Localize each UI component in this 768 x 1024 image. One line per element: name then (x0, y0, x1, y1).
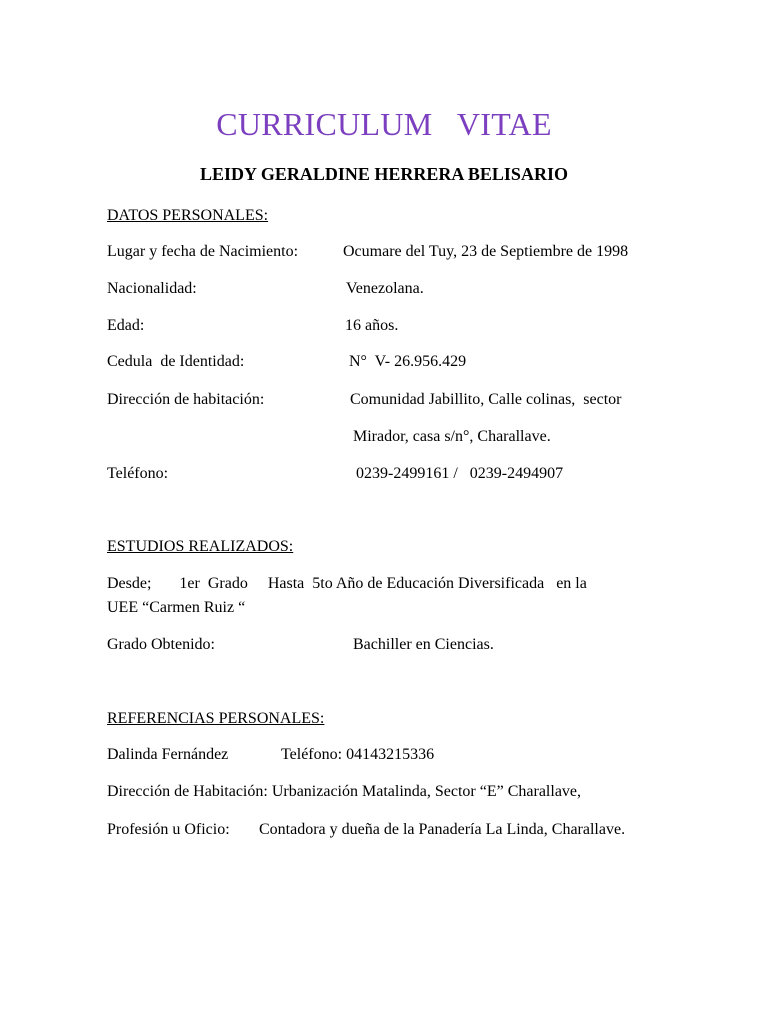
full-name: LEIDY GERALDINE HERRERA BELISARIO (200, 164, 568, 184)
reference-profession-value: Contadora y dueña de la Panadería La Linda, Charallave. (259, 821, 626, 838)
reference-profession-label: Profesión u Oficio: (107, 821, 230, 838)
age-value: 16 años. (345, 317, 399, 334)
id-label: Cedula de Identidad: (107, 353, 245, 370)
nationality-label: Nacionalidad: (107, 280, 197, 297)
age-label: Edad: (107, 317, 145, 334)
studies-line1: Desde; 1er Grado Hasta 5to Año de Educación Diversificada en la (107, 575, 587, 592)
reference-address: Dirección de Habitación: Urbanización Matalinda, Sector “E” Charallave, (107, 783, 582, 800)
section-heading-references: REFERENCIAS PERSONALES: (107, 710, 325, 727)
birth-value: Ocumare del Tuy, 23 de Septiembre de 1998 (343, 243, 629, 260)
id-value: N° V- 26.956.429 (349, 353, 467, 370)
address-value-line2: Mirador, casa s/n°, Charallave. (353, 428, 551, 445)
address-value-line1: Comunidad Jabillito, Calle colinas, sector (350, 391, 622, 408)
reference-phone: Teléfono: 04143215336 (281, 746, 435, 763)
document-title: CURRICULUM VITAE (216, 106, 552, 142)
address-label: Dirección de habitación: (107, 391, 265, 408)
studies-line2: UEE “Carmen Ruiz “ (107, 599, 246, 616)
phone-label: Teléfono: (107, 465, 169, 482)
degree-label: Grado Obtenido: (107, 636, 215, 653)
reference-name: Dalinda Fernández (107, 746, 229, 763)
section-heading-personal: DATOS PERSONALES: (107, 207, 269, 224)
birth-label: Lugar y fecha de Nacimiento: (107, 243, 299, 260)
degree-value: Bachiller en Ciencias. (353, 636, 494, 653)
section-heading-studies: ESTUDIOS REALIZADOS: (107, 538, 294, 555)
nationality-value: Venezolana. (346, 280, 424, 297)
phone-value: 0239-2499161 / 0239-2494907 (356, 465, 564, 482)
